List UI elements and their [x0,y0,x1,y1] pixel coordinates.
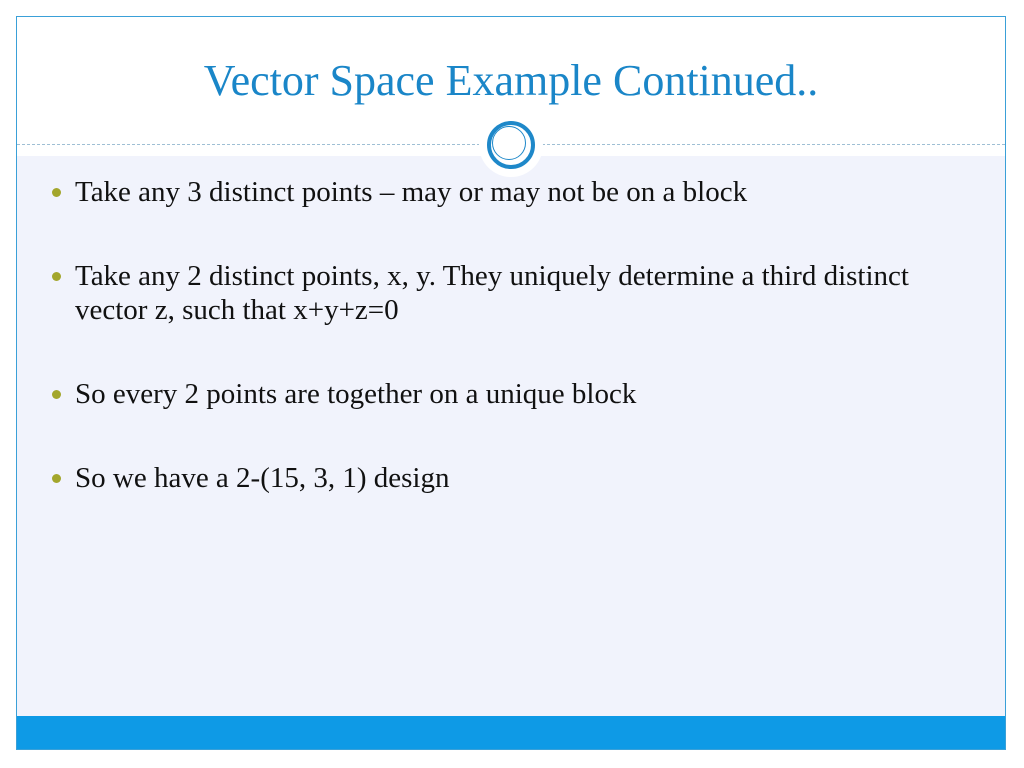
round-bullet-icon [52,474,61,483]
footer-accent-bar [17,716,1005,750]
bullet-list [75,175,975,545]
circle-ring-icon [479,113,543,177]
round-bullet-icon [52,390,61,399]
bullet-item [75,259,975,327]
bullet-item [75,377,975,411]
bullet-item [75,175,975,209]
round-bullet-icon [52,272,61,281]
round-bullet-icon [52,188,61,197]
bullet-text: So every 2 points are together on a unique block [75,378,637,410]
ornament-inner-ring [492,126,526,160]
bullet-text: Take any 2 distinct points, x, y. They uniquely determine a third distinct vector z, such that x+y+z=0 [75,260,909,326]
bullet-item [75,461,975,495]
slide-title: Vector Space Example Continued.. [203,56,819,105]
bullet-text: So we have a 2-(15, 3, 1) design [75,462,450,494]
slide [16,16,1006,750]
bullet-text: Take any 3 distinct points – may or may not be on a block [75,176,748,208]
